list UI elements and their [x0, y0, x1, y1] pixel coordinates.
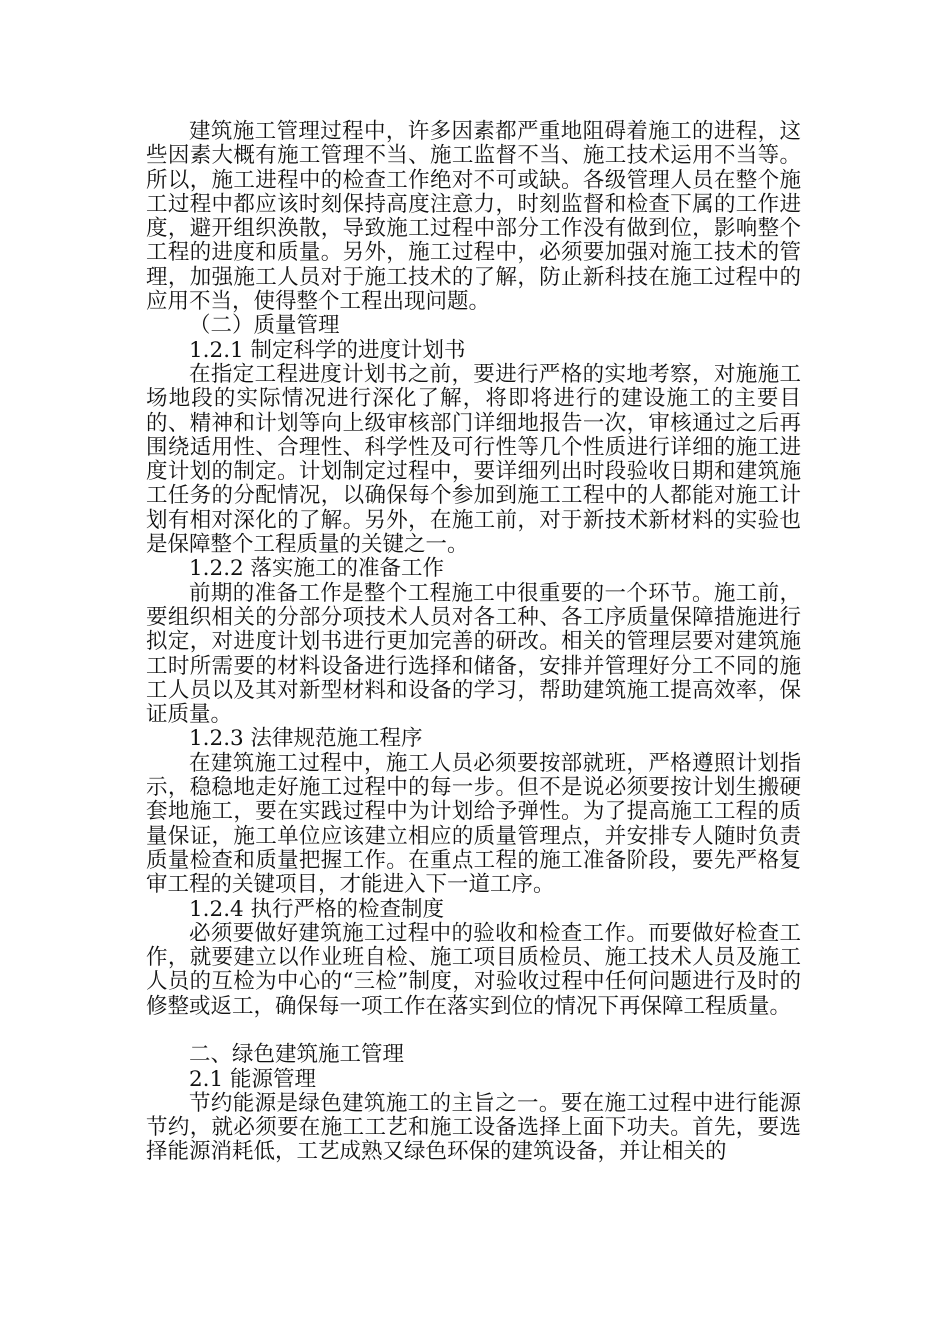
body-paragraph: 前期的准备工作是整个工程施工中很重要的一个环节。施工前，要组织相关的分部分项技术人员对各工种、各工序质量保障措施进行拟定，对进度计划书进行更加完善的研改。相关的管理层要对建筑施工时所需要的材料设备进行选择和储备，安排并管理好分工不同的施工人员以及其对新型材料和设备的学习，帮助建筑施工提高效率，保证质量。 [146, 580, 801, 728]
subsection-heading-1-2-4: 1.2.4 执行严格的检查制度 [189, 896, 445, 922]
document-page [146, 120, 801, 1165]
chapter-heading-green-construction: 二、绿色建筑施工管理 [189, 1042, 405, 1068]
body-paragraph: 建筑施工管理过程中，许多因素都严重地阻碍着施工的进程，这些因素大概有施工管理不当、施工监督不当、施工技术运用不当等。所以，施工进程中的检查工作绝对不可或缺。各级管理人员在整个施工过程中都应该时刻保持高度注意力，时刻监督和检查下属的工作进度，避开组织涣散，导致施工过程中部分工作没有做到位，影响整个工程的进度和质量。另外，施工过程中，必须要加强对施工技术的管理，加强施工人员对于施工技术的了解，防止新科技在施工过程中的应用不当，使得整个工程出现问题。 [146, 119, 801, 315]
body-paragraph: 在指定工程进度计划书之前，要进行严格的实地考察，对施施工场地段的实际情况进行深化了解，将即将进行的建设施工的主要目的、精神和计划等向上级审核部门详细地报告一次，审核通过之后再围绕适用性、合理性、科学性及可行性等几个性质进行详细的施工进度计划的制定。计划制定过程中，要详细列出时段验收日期和建筑施工任务的分配情况，以确保每个参加到施工工程中的人都能对施工计划有相对深化的了解。另外，在施工前，对于新技术新材料的实验也是保障整个工程质量的关键之一。 [146, 361, 801, 558]
body-paragraph: 在建筑施工过程中，施工人员必须要按部就班，严格遵照计划指示，稳稳地走好施工过程中的每一步。但不是说必须要按计划生搬硬套地施工，要在实践过程中为计划给予弹性。为了提高施工工程的质量保证，施工单位应该建立相应的质量管理点，并安排专人随时负责质量检查和质量把握工作。在重点工程的施工准备阶段，要先严格复审工程的关键项目，才能进入下一道工序。 [146, 750, 801, 898]
subsection-heading-1-2-3: 1.2.3 法律规范施工程序 [189, 726, 423, 752]
subsection-heading-1-2-2: 1.2.2 落实施工的准备工作 [189, 556, 445, 582]
subsection-heading-1-2-1: 1.2.1 制定科学的进度计划书 [189, 337, 466, 363]
blank-line [146, 1019, 801, 1043]
section-heading-quality-management: （二）质量管理 [189, 313, 340, 339]
body-paragraph: 必须要做好建筑施工过程中的验收和检查工作。而要做好检查工作，就要建立以作业班自检、施工项目质检员、施工技术人员及施工人员的互检为中心的“三检”制度，对验收过程中任何问题进行及时的修整或返工，确保每一项工作在落实到位的情况下再保障工程质量。 [146, 920, 801, 1019]
subsection-heading-2-1: 2.1 能源管理 [189, 1066, 317, 1092]
body-paragraph: 节约能源是绿色建筑施工的主旨之一。要在施工过程中进行能源节约，就必须要在施工工艺和施工设备选择上面下功夫。首先，要选择能源消耗低，工艺成熟又绿色环保的建筑设备，并让相关的 [146, 1090, 801, 1165]
